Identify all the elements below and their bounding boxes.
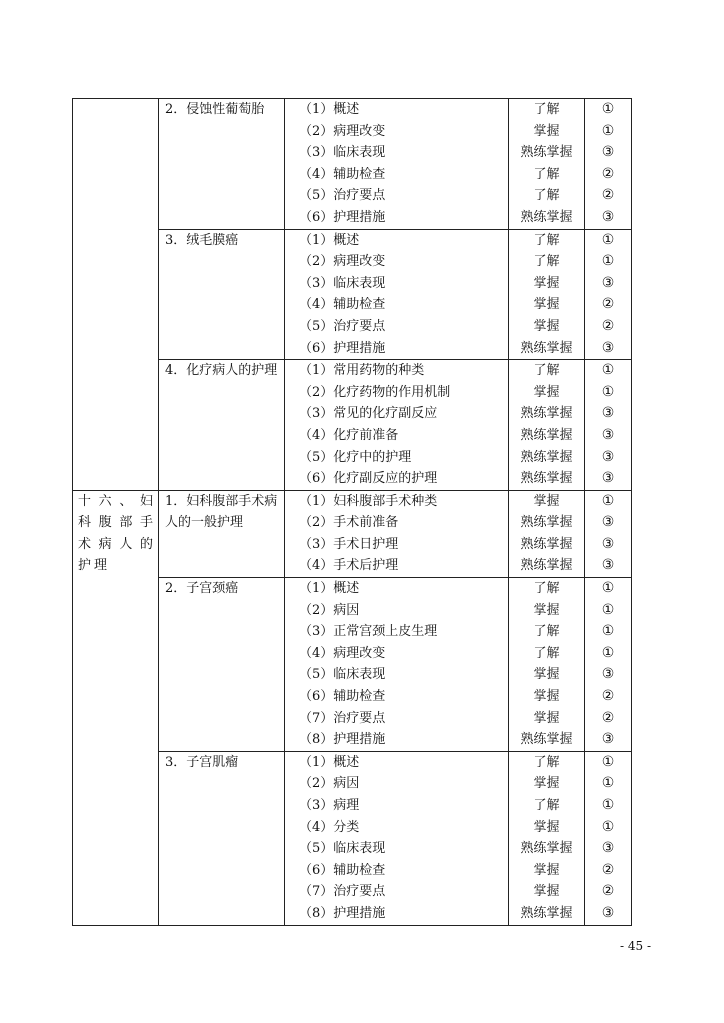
item-text: （5）治疗要点	[299, 318, 386, 334]
requirement-level: 掌握	[533, 776, 560, 792]
cognitive-mark: ①	[601, 797, 615, 813]
item-text: （4）病理改变	[299, 645, 386, 661]
cognitive-mark: ③	[601, 405, 615, 422]
topic-cell	[159, 751, 285, 925]
cognitive-mark: ①	[601, 231, 615, 248]
requirement-level: 掌握	[533, 884, 560, 900]
cognitive-mark: ②	[601, 883, 615, 900]
requirement-level: 熟练掌握	[520, 515, 573, 531]
requirement-level: 熟练掌握	[520, 471, 573, 487]
topic-title: 4．化疗病人的护理	[165, 363, 278, 379]
item-text-cell	[285, 360, 509, 491]
requirement-level: 了解	[533, 102, 560, 117]
item-text: （2）病因	[299, 602, 360, 618]
requirement-level: 了解	[533, 798, 560, 813]
cognitive-mark: ①	[601, 644, 615, 661]
requirement-level: 熟练掌握	[520, 536, 573, 552]
requirement-level: 熟练掌握	[520, 145, 573, 161]
item-text: （7）治疗要点	[299, 710, 386, 726]
item-text: （1）妇科腹部手术种类	[299, 493, 438, 509]
cognitive-mark: ①	[601, 623, 615, 640]
cognitive-mark-cell	[585, 490, 632, 577]
item-text: （6）护理措施	[299, 209, 386, 225]
cognitive-mark: ②	[601, 165, 615, 182]
item-text-cell	[285, 578, 509, 752]
cognitive-mark: ①	[601, 362, 615, 379]
requirement-level: 掌握	[533, 493, 560, 509]
item-text: （2）病理改变	[299, 254, 386, 270]
requirement-level: 了解	[533, 754, 560, 770]
requirement-level: 熟练掌握	[520, 905, 573, 921]
cognitive-mark-cell	[585, 578, 632, 752]
syllabus-table	[72, 98, 632, 926]
cognitive-mark: ①	[601, 818, 615, 835]
requirement-level: 掌握	[533, 667, 560, 683]
item-text: （1）概述	[299, 754, 360, 770]
item-text: （2）病因	[299, 776, 360, 792]
cognitive-mark: ③	[601, 535, 615, 552]
item-text: （1）概述	[299, 232, 360, 248]
requirement-level: 了解	[533, 363, 560, 379]
requirement-level: 熟练掌握	[520, 340, 573, 356]
item-text: （4）辅助检查	[299, 166, 386, 182]
topic-title: 3．绒毛膜癌	[165, 232, 239, 248]
item-text: （5）临床表现	[299, 841, 386, 857]
cognitive-mark: ①	[601, 601, 615, 618]
item-text: （3）临床表现	[299, 145, 386, 161]
cognitive-mark: ②	[601, 688, 615, 705]
cognitive-mark: ③	[601, 731, 615, 748]
requirement-level-cell	[509, 360, 585, 491]
item-text: （3）正常宫颈上皮生理	[299, 624, 438, 640]
unit-cell	[73, 99, 159, 491]
requirement-level: 掌握	[533, 819, 560, 835]
item-text: （5）治疗要点	[299, 188, 386, 204]
requirement-level: 熟练掌握	[520, 427, 573, 443]
requirement-level: 了解	[533, 232, 560, 248]
requirement-level: 掌握	[533, 710, 560, 726]
item-text: （8）护理措施	[299, 905, 386, 921]
requirement-level-cell	[509, 99, 585, 230]
requirement-level: 掌握	[533, 862, 560, 878]
item-text-cell	[285, 751, 509, 925]
topic-title: 2．子宫颈癌	[165, 581, 239, 597]
requirement-level: 掌握	[533, 384, 560, 400]
requirement-level: 了解	[533, 624, 560, 640]
item-text: （2）病理改变	[299, 123, 386, 139]
requirement-level: 了解	[533, 188, 560, 204]
table-row	[73, 490, 632, 577]
cognitive-mark: ③	[601, 208, 615, 225]
item-text: （4）化疗前准备	[299, 427, 399, 443]
cognitive-mark: ③	[601, 426, 615, 443]
item-text: （3）临床表现	[299, 275, 386, 291]
requirement-level: 掌握	[533, 275, 560, 291]
requirement-level: 了解	[533, 254, 560, 270]
item-text: （4）手术后护理	[299, 558, 399, 574]
requirement-level: 了解	[533, 166, 560, 182]
cognitive-mark: ①	[601, 122, 615, 139]
item-text-cell	[285, 490, 509, 577]
item-text: （5）临床表现	[299, 667, 386, 683]
cognitive-mark: ③	[601, 448, 615, 465]
cognitive-mark: ①	[601, 580, 615, 597]
item-text: （6）辅助检查	[299, 862, 386, 878]
cognitive-mark-cell	[585, 360, 632, 491]
cognitive-mark-cell	[585, 229, 632, 360]
item-text: （4）辅助检查	[299, 297, 386, 313]
cognitive-mark: ③	[601, 470, 615, 487]
page-number: - 45 -	[620, 939, 652, 953]
requirement-level-cell	[509, 751, 585, 925]
cognitive-mark: ①	[601, 383, 615, 400]
table-row	[73, 99, 632, 230]
requirement-level: 熟练掌握	[520, 406, 573, 422]
cognitive-mark: ①	[601, 775, 615, 792]
cognitive-mark: ①	[601, 101, 615, 117]
cognitive-mark: ①	[601, 753, 615, 770]
topic-title: 1．妇科腹部手术病人的一般护理	[165, 493, 278, 531]
item-text: （8）护理措施	[299, 732, 386, 748]
item-text: （1）概述	[299, 102, 360, 117]
cognitive-mark: ③	[601, 274, 615, 291]
requirement-level: 掌握	[533, 318, 560, 334]
topic-title: 2．侵蚀性葡萄胎	[165, 102, 265, 117]
requirement-level: 掌握	[533, 602, 560, 618]
cognitive-mark: ①	[601, 492, 615, 509]
topic-cell	[159, 490, 285, 577]
item-text: （3）手术日护理	[299, 536, 399, 552]
cognitive-mark: ③	[601, 557, 615, 574]
requirement-level-cell	[509, 490, 585, 577]
requirement-level: 掌握	[533, 297, 560, 313]
cognitive-mark: ②	[601, 296, 615, 313]
cognitive-mark: ③	[601, 339, 615, 356]
item-text: （4）分类	[299, 819, 360, 835]
item-text: （6）护理措施	[299, 340, 386, 356]
cognitive-mark-cell	[585, 751, 632, 925]
cognitive-mark: ②	[601, 709, 615, 726]
cognitive-mark: ③	[601, 904, 615, 921]
topic-cell	[159, 578, 285, 752]
topic-cell	[159, 99, 285, 230]
cognitive-mark: ③	[601, 144, 615, 161]
requirement-level: 了解	[533, 645, 560, 661]
unit-title: 十六、妇科腹部手术病人的护理	[78, 493, 156, 574]
item-text: （3）常见的化疗副反应	[299, 406, 438, 422]
topic-cell	[159, 229, 285, 360]
requirement-level: 熟练掌握	[520, 209, 573, 225]
cognitive-mark: ②	[601, 187, 615, 204]
requirement-level: 了解	[533, 581, 560, 597]
item-text-cell	[285, 99, 509, 230]
item-text-cell	[285, 229, 509, 360]
requirement-level: 掌握	[533, 689, 560, 705]
requirement-level: 熟练掌握	[520, 449, 573, 465]
cognitive-mark: ③	[601, 514, 615, 531]
unit-cell	[73, 490, 159, 925]
item-text: （1）常用药物的种类	[299, 363, 425, 379]
item-text: （5）化疗中的护理	[299, 449, 412, 465]
cognitive-mark: ①	[601, 253, 615, 270]
topic-title: 3．子宫肌瘤	[165, 754, 239, 770]
cognitive-mark: ③	[601, 840, 615, 857]
item-text: （7）治疗要点	[299, 884, 386, 900]
requirement-level-cell	[509, 229, 585, 360]
cognitive-mark: ③	[601, 666, 615, 683]
item-text: （6）化疗副反应的护理	[299, 471, 438, 487]
item-text: （2）化疗药物的作用机制	[299, 384, 451, 400]
requirement-level: 熟练掌握	[520, 558, 573, 574]
cognitive-mark: ②	[601, 861, 615, 878]
item-text: （1）概述	[299, 581, 360, 597]
requirement-level: 熟练掌握	[520, 841, 573, 857]
cognitive-mark-cell	[585, 99, 632, 230]
item-text: （2）手术前准备	[299, 515, 399, 531]
requirement-level: 熟练掌握	[520, 732, 573, 748]
cognitive-mark: ②	[601, 317, 615, 334]
requirement-level-cell	[509, 578, 585, 752]
topic-cell	[159, 360, 285, 491]
item-text: （6）辅助检查	[299, 689, 386, 705]
requirement-level: 掌握	[533, 123, 560, 139]
item-text: （3）病理	[299, 798, 360, 813]
